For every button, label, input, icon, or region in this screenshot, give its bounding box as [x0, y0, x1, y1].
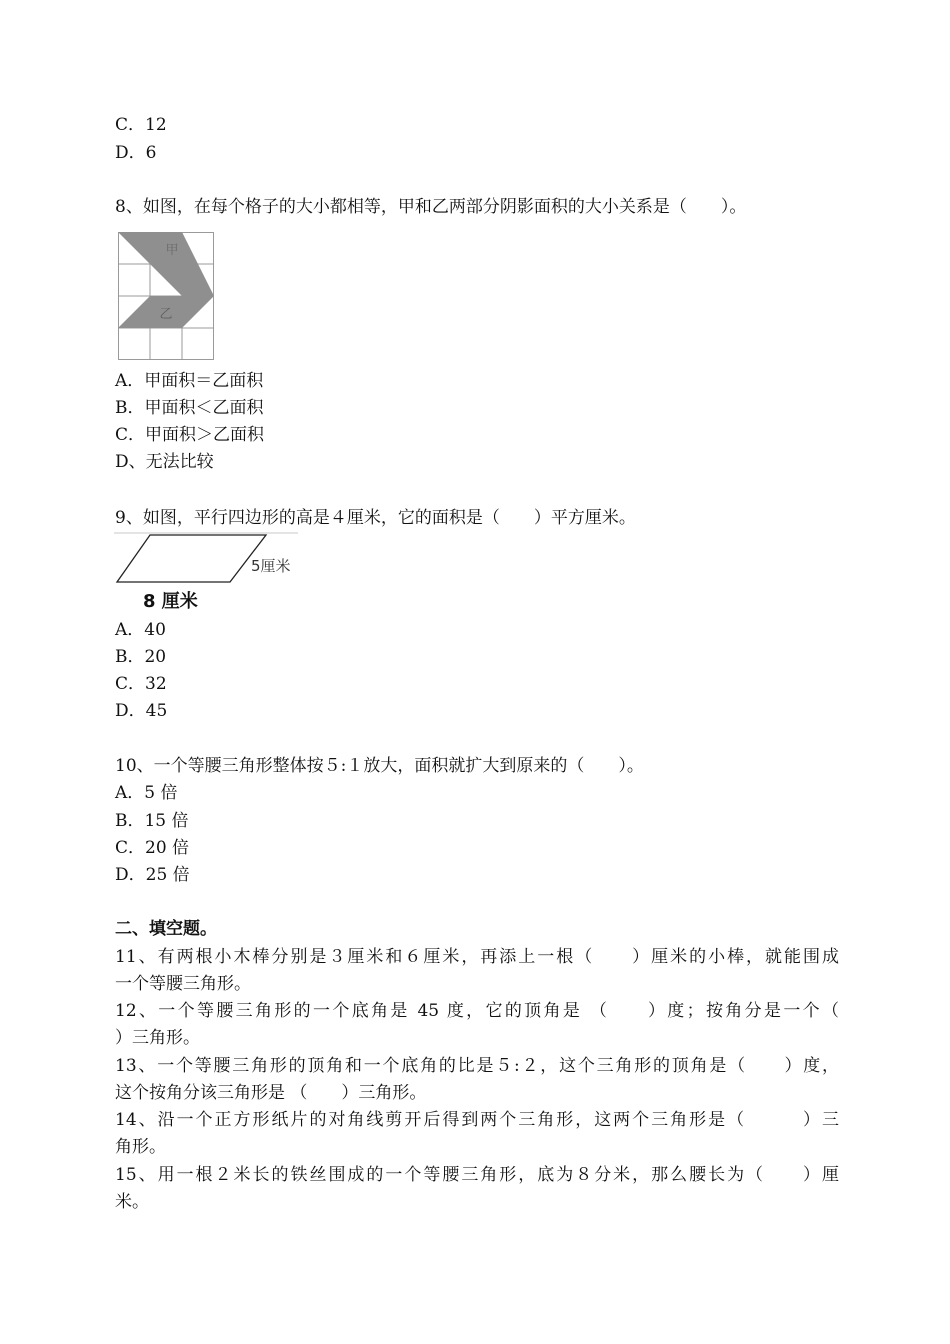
- q10-stem: 10、一个等腰三角形整体按５:１放大，面积就扩大到原来的（ ）。: [115, 756, 644, 776]
- q12-line1: 12、一个等腰三角形的一个底角是 45 度，它的顶角是 （ ）度；按角分是一个（: [115, 1001, 839, 1021]
- q14-line1: 14、沿一个正方形纸片的对角线剪开后得到两个三角形，这两个三角形是（ ）三: [115, 1110, 839, 1130]
- q14-line2: 角形。: [115, 1137, 166, 1157]
- q8-grid-figure: [118, 232, 214, 360]
- q13-line1: 13、一个等腰三角形的顶角和一个底角的比是５:２，这个三角形的顶角是（ ）度，: [115, 1056, 839, 1076]
- q7-option-d: D．6: [115, 143, 157, 163]
- q9-parallelogram: [117, 535, 266, 582]
- q8-label-yi: 乙: [159, 307, 173, 322]
- q8-option-b: B．甲面积＜乙面积: [115, 398, 264, 418]
- q9-option-c: C．32: [115, 674, 167, 694]
- q9-parallelogram-figure: [114, 532, 300, 588]
- q7-option-c: C．12: [115, 115, 167, 135]
- section2-title: 二、填空题。: [115, 919, 217, 939]
- q8-label-jia: 甲: [165, 243, 179, 258]
- q9-option-d: D．45: [115, 701, 168, 721]
- q9-option-a: A．40: [115, 620, 166, 640]
- q9-side-label: 5厘米: [251, 557, 291, 575]
- q11-line2: 一个等腰三角形。: [115, 974, 251, 994]
- q10-option-a: A．5 倍: [115, 783, 178, 803]
- q13-line2: 这个按角分该三角形是 （ ）三角形。: [115, 1083, 427, 1103]
- q10-option-c: C．20 倍: [115, 838, 190, 858]
- q8-option-a: A．甲面积＝乙面积: [115, 371, 264, 391]
- q9-option-b: B．20: [115, 647, 167, 667]
- q9-base-label: 8 厘米: [143, 591, 198, 612]
- q8-option-c: C．甲面积＞乙面积: [115, 425, 265, 445]
- q10-option-d: D．25 倍: [115, 865, 190, 885]
- q9-stem: 9、如图，平行四边形的高是４厘米，它的面积是（ ）平方厘米。: [115, 508, 636, 528]
- q8-option-d: D、无法比较: [115, 452, 214, 472]
- q8-stem: 8、如图，在每个格子的大小都相等，甲和乙两部分阴影面积的大小关系是（ ）。: [115, 197, 747, 217]
- q15-line2: 米。: [115, 1192, 149, 1212]
- q11-line1: 11、有两根小木棒分别是３厘米和６厘米，再添上一根（ ）厘米的小棒，就能围成: [115, 947, 839, 967]
- q10-option-b: B．15 倍: [115, 811, 189, 831]
- q12-line2: ）三角形。: [115, 1028, 200, 1048]
- q15-line1: 15、用一根２米长的铁丝围成的一个等腰三角形，底为８分米，那么腰长为（ ）厘: [115, 1165, 839, 1185]
